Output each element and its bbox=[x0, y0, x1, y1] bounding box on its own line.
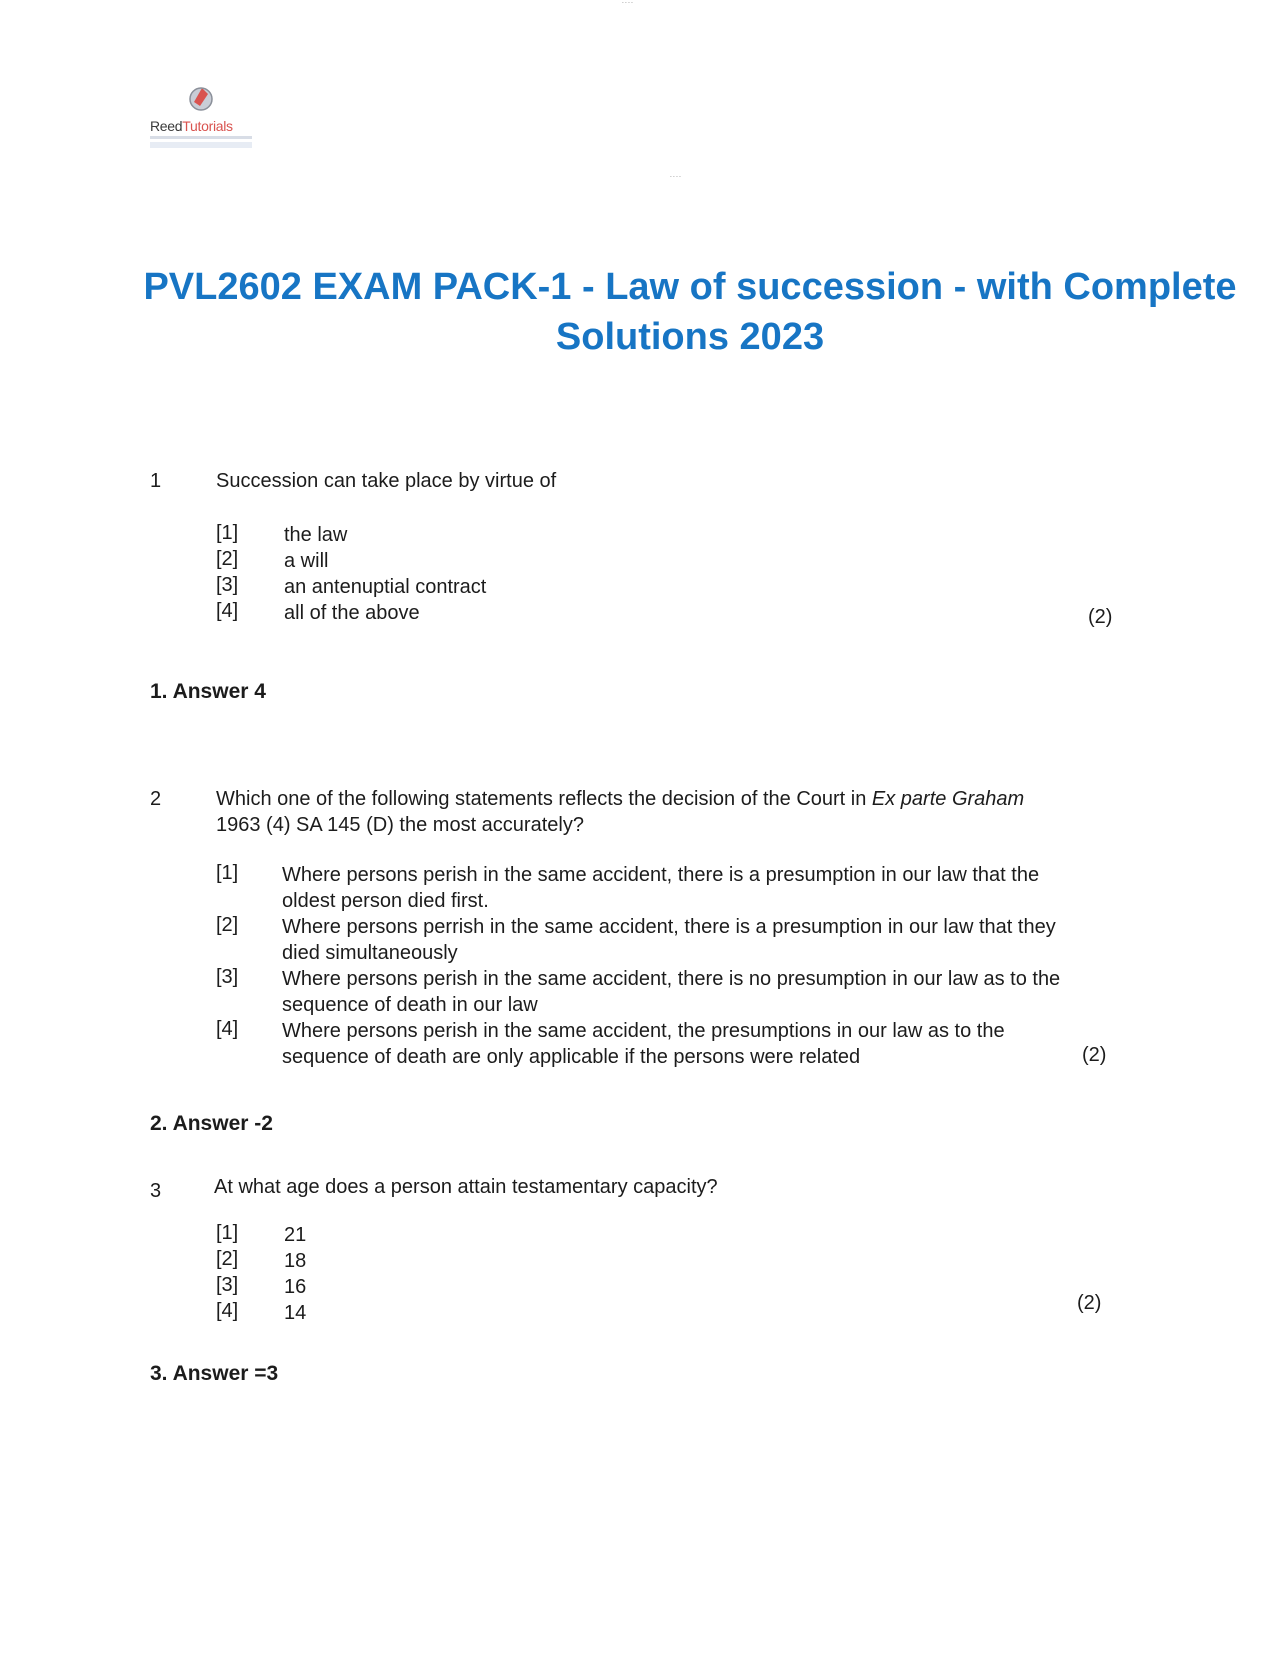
question-2-marks: (2) bbox=[1082, 1044, 1107, 1066]
option-text: a will bbox=[284, 550, 329, 572]
option-number: [3] bbox=[216, 574, 239, 596]
question-1-options bbox=[216, 522, 486, 626]
option-number: [2] bbox=[216, 1248, 239, 1270]
option-text: 14 bbox=[284, 1302, 307, 1324]
option-text: an antenuptial contract bbox=[284, 576, 487, 598]
question-3-option bbox=[216, 1274, 306, 1300]
logo-emblem-icon bbox=[186, 82, 216, 112]
question-3-option bbox=[216, 1222, 306, 1248]
option-number: [3] bbox=[216, 1274, 239, 1296]
case-name: Ex parte Graham bbox=[871, 788, 1025, 810]
question-2-text: Which one of the following statements reflects the decision of the Court in Ex parte Graham 1963 (4) SA 145 (D) the most accurately? bbox=[216, 788, 1025, 836]
option-number: [4] bbox=[216, 600, 239, 622]
question-2-option bbox=[216, 862, 1062, 914]
question-3-options bbox=[216, 1222, 306, 1326]
question-1-number: 1 bbox=[150, 470, 162, 492]
question-3-answer: 3. Answer =3 bbox=[150, 1362, 279, 1385]
question-2-option bbox=[216, 914, 1062, 966]
option-number: [1] bbox=[216, 862, 239, 884]
question-3-number: 3 bbox=[150, 1180, 162, 1202]
logo-wordmark: ReedTutorials bbox=[150, 118, 233, 134]
option-number: [4] bbox=[216, 1018, 239, 1040]
option-number: [1] bbox=[216, 1222, 239, 1244]
question-2-options bbox=[216, 862, 1062, 1070]
mid-page-mark: - - - - bbox=[670, 174, 681, 180]
question-2-option bbox=[216, 966, 1062, 1018]
page-title: PVL2602 EXAM PACK-1 - Law of succession - with Complete Solutions 2023 bbox=[143, 266, 1237, 358]
question-3-marks: (2) bbox=[1077, 1292, 1102, 1314]
option-text: Where persons perish in the same accident, there is no presumption in our law as to the sequence of death in our law bbox=[282, 968, 1061, 1016]
question-3-option bbox=[216, 1300, 306, 1326]
option-text: Where persons perrish in the same accident, there is a presumption in our law that they died simultaneously bbox=[282, 916, 1056, 964]
option-number: [3] bbox=[216, 966, 239, 988]
option-text: 18 bbox=[284, 1250, 307, 1272]
option-text: all of the above bbox=[284, 602, 420, 624]
option-text: 16 bbox=[284, 1276, 307, 1298]
option-text: Where persons perish in the same accident, there is a presumption in our law that the oldest person died first. bbox=[282, 864, 1040, 912]
top-page-mark: - - - - bbox=[622, 0, 633, 6]
question-2-answer: 2. Answer -2 bbox=[150, 1112, 273, 1135]
question-1-text: Succession can take place by virtue of bbox=[216, 470, 557, 492]
option-text: the law bbox=[284, 524, 348, 546]
question-1-option bbox=[216, 574, 486, 600]
option-number: [2] bbox=[216, 914, 239, 936]
question-1-option bbox=[216, 522, 486, 548]
question-1-answer: 1. Answer 4 bbox=[150, 680, 266, 703]
question-2-option bbox=[216, 1018, 1062, 1070]
option-number: [1] bbox=[216, 522, 239, 544]
question-3-option bbox=[216, 1248, 306, 1274]
option-text: 21 bbox=[284, 1224, 307, 1246]
option-text: Where persons perish in the same accident, the presumptions in our law as to the sequence of death are only applicable if the persons were related bbox=[282, 1020, 1005, 1068]
reed-tutorials-logo bbox=[150, 82, 254, 152]
option-number: [4] bbox=[216, 1300, 239, 1322]
question-1-option bbox=[216, 600, 486, 626]
question-1-marks: (2) bbox=[1088, 606, 1113, 628]
question-1-option bbox=[216, 548, 486, 574]
option-number: [2] bbox=[216, 548, 239, 570]
question-3-text: At what age does a person attain testamentary capacity? bbox=[214, 1176, 718, 1198]
question-2-number: 2 bbox=[150, 788, 162, 810]
